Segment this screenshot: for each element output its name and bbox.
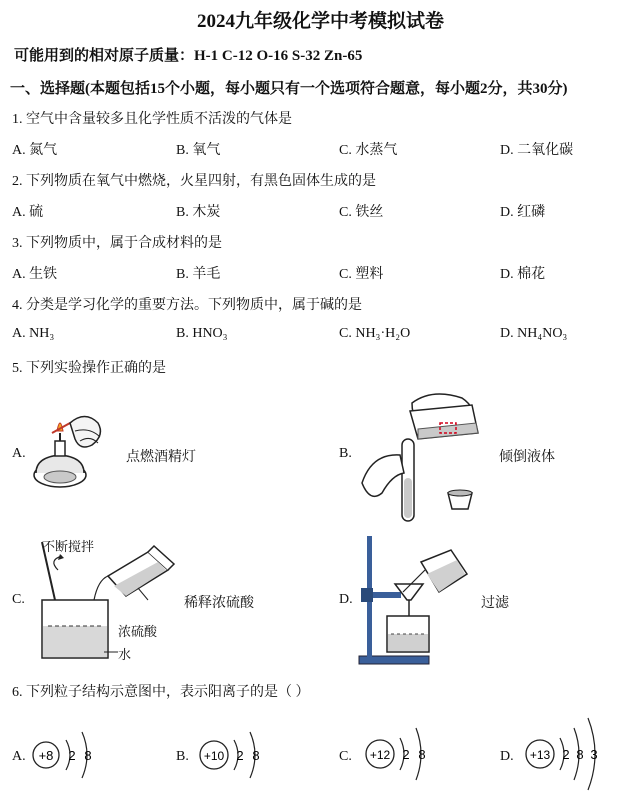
filtration-apparatus-illustration <box>355 530 475 668</box>
atom-d-shell-3: 3 <box>590 747 598 762</box>
question-1-option-a: A. 氮气 <box>12 143 58 158</box>
question-3-stem: 3. 下列物质中，属于合成材料的是 <box>12 236 222 251</box>
question-5-option-b-caption: 倾倒液体 <box>499 450 555 465</box>
question-6-option-b-letter: B. <box>176 749 189 764</box>
atom-b-shell-1: 2 <box>236 748 244 763</box>
question-5-option-c-stir-label: 不断搅拌 <box>42 539 95 554</box>
question-4-option-a: A. NH₃ <box>12 326 55 341</box>
section-heading: 一、选择题(本题包括15个小题，每小题只有一个选项符合题意，每小题2分，共30分) <box>10 81 568 97</box>
question-3-option-d: D. 棉花 <box>500 267 546 282</box>
atom-c-nucleus: +12 <box>369 748 391 762</box>
question-4-option-c: C. NH₃·H₂O <box>339 326 411 341</box>
atom-c-shell-2: 8 <box>418 747 426 762</box>
atom-structure-c-diagram <box>362 716 446 792</box>
question-5-option-c-caption: 稀释浓硫酸 <box>184 596 254 611</box>
question-6-option-d-letter: D. <box>500 749 514 764</box>
atom-d-shell-2: 8 <box>576 747 584 762</box>
question-4-option-d: D. NH₄NO₃ <box>500 326 568 341</box>
question-5-option-b-letter: B. <box>339 446 352 461</box>
question-6-option-c-letter: C. <box>339 749 352 764</box>
atom-d-shell-1: 2 <box>562 747 570 762</box>
question-3-option-b: B. 羊毛 <box>176 267 221 282</box>
question-5-option-a-caption: 点燃酒精灯 <box>126 450 196 465</box>
atom-b-shell-2: 8 <box>252 748 260 763</box>
atom-b-nucleus: +10 <box>203 749 225 763</box>
question-6-stem: 6. 下列粒子结构示意图中，表示阳离子的是（ ） <box>12 685 310 700</box>
question-2-stem: 2. 下列物质在氧气中燃烧，火星四射，有黑色固体生成的是 <box>12 174 376 189</box>
question-3-option-a: A. 生铁 <box>12 267 58 282</box>
question-5-option-c-letter: C. <box>12 592 25 607</box>
question-2-option-c: C. 铁丝 <box>339 205 384 220</box>
question-5-option-d-caption: 过滤 <box>481 596 509 611</box>
question-4-option-b: B. HNO₃ <box>176 326 228 341</box>
atom-a-shell-2: 8 <box>84 748 92 763</box>
question-5-option-d-letter: D. <box>339 592 353 607</box>
question-1-option-d: D. 二氧化碳 <box>500 143 574 158</box>
atom-c-shell-1: 2 <box>402 747 410 762</box>
atom-structure-d-diagram <box>522 712 626 792</box>
question-1-stem: 1. 空气中含量较多且化学性质不活泼的气体是 <box>12 112 292 127</box>
page-title: 2024九年级化学中考模拟试卷 <box>196 11 444 32</box>
alcohol-lamp-lighting-illustration <box>30 405 120 495</box>
question-3-option-c: C. 塑料 <box>339 267 384 282</box>
atom-a-nucleus: +8 <box>38 748 54 763</box>
question-1-option-b: B. 氧气 <box>176 143 221 158</box>
question-5-option-c-acid-label: 浓硫酸 <box>118 624 158 639</box>
atomic-masses: 可能用到的相对原子质量：H-1 C-12 O-16 S-32 Zn-65 <box>14 48 363 64</box>
pouring-liquid-illustration <box>352 383 492 523</box>
atom-a-shell-1: 2 <box>68 748 76 763</box>
question-5-option-c-water-label: 水 <box>118 647 132 662</box>
question-4-stem: 4. 分类是学习化学的重要方法。下列物质中，属于碱的是 <box>12 298 362 313</box>
atom-structure-a-diagram <box>28 718 112 792</box>
atom-d-nucleus: +13 <box>529 748 551 762</box>
question-6-option-a-letter: A. <box>12 749 26 764</box>
question-5-stem: 5. 下列实验操作正确的是 <box>12 361 166 376</box>
atom-structure-b-diagram <box>196 718 280 792</box>
question-2-option-b: B. 木炭 <box>176 205 221 220</box>
question-1-option-c: C. 水蒸气 <box>339 143 398 158</box>
question-2-option-d: D. 红磷 <box>500 205 546 220</box>
question-2-option-a: A. 硫 <box>12 205 44 220</box>
question-5-option-a-letter: A. <box>12 446 26 461</box>
